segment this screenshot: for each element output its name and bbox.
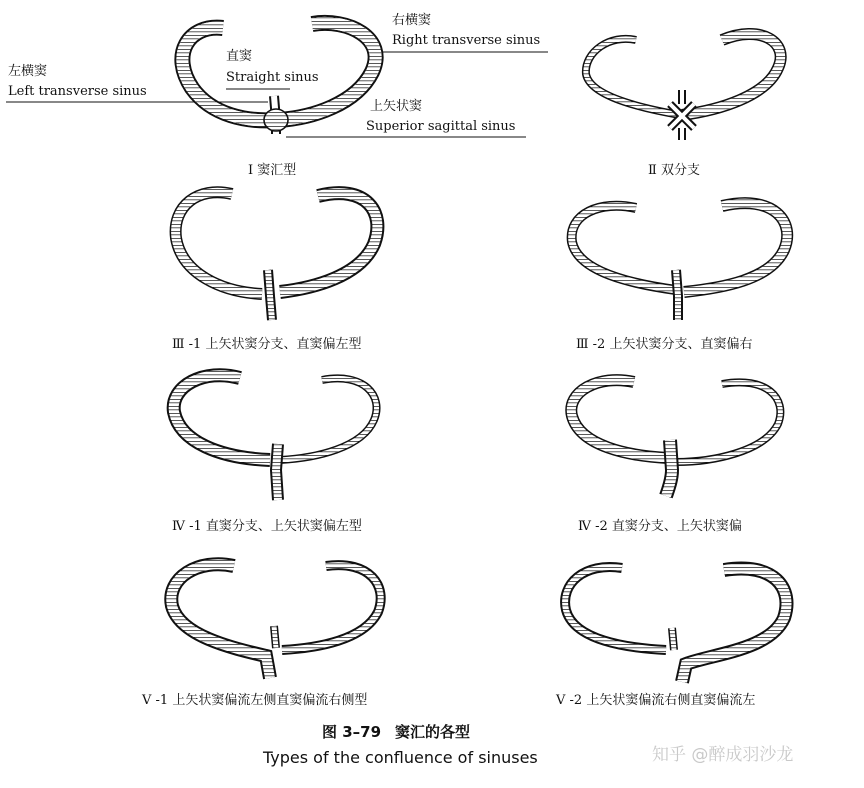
straight-sinus-label-zh: 直窦 [226,49,253,64]
superior-sagittal-label-en: Superior sagittal sinus [366,119,516,134]
panel-caption-II: Ⅱ 双分支 [648,163,700,178]
figure-title-zh: 窦汇的各型 [395,723,471,741]
panel-caption-V-2: Ⅴ -2 上矢状窦偏流右侧直窦偏流左 [556,693,756,708]
straight-sinus-label-en: Straight sinus [226,70,319,85]
left-transverse-label-en: Left transverse sinus [8,84,147,99]
panel-caption-III-2: Ⅲ -2 上矢状窦分支、直窦偏右 [576,337,753,352]
right-transverse-label-en: Right transverse sinus [392,33,541,48]
panel-IV-1-vessels [174,375,377,500]
superior-sagittal-label-zh: 上矢状窦 [370,99,423,114]
panel-III-2-vessels [572,203,788,320]
panel-II-vessels [586,34,781,140]
figure-title-en: Types of the confluence of sinuses [263,748,538,767]
panel-caption-IV-1: Ⅳ -1 直窦分支、上矢状窦偏左型 [172,519,362,534]
figure-title [322,721,470,742]
left-transverse-label-zh: 左横窦 [8,64,48,79]
figure-number: 图 3–79 [322,723,382,741]
right-transverse-label-zh: 右横窦 [392,13,432,28]
panel-III-1-vessels [176,192,378,320]
panel-V-2-vessels [565,567,786,682]
panel-caption-IV-2: Ⅳ -2 直窦分支、上矢状窦偏 [578,519,742,534]
panel-IV-2-vessels [571,380,780,496]
panel-caption-I: Ⅰ 窦汇型 [248,163,297,178]
watermark-text: 知乎 @醉成羽沙龙 [652,745,794,765]
panel-V-1-vessels [171,564,380,678]
panel-caption-III-1: Ⅲ -1 上矢状窦分支、直窦偏左型 [172,337,362,352]
panel-caption-V-1: Ⅴ -1 上矢状窦偏流左侧直窦偏流右侧型 [142,693,368,708]
